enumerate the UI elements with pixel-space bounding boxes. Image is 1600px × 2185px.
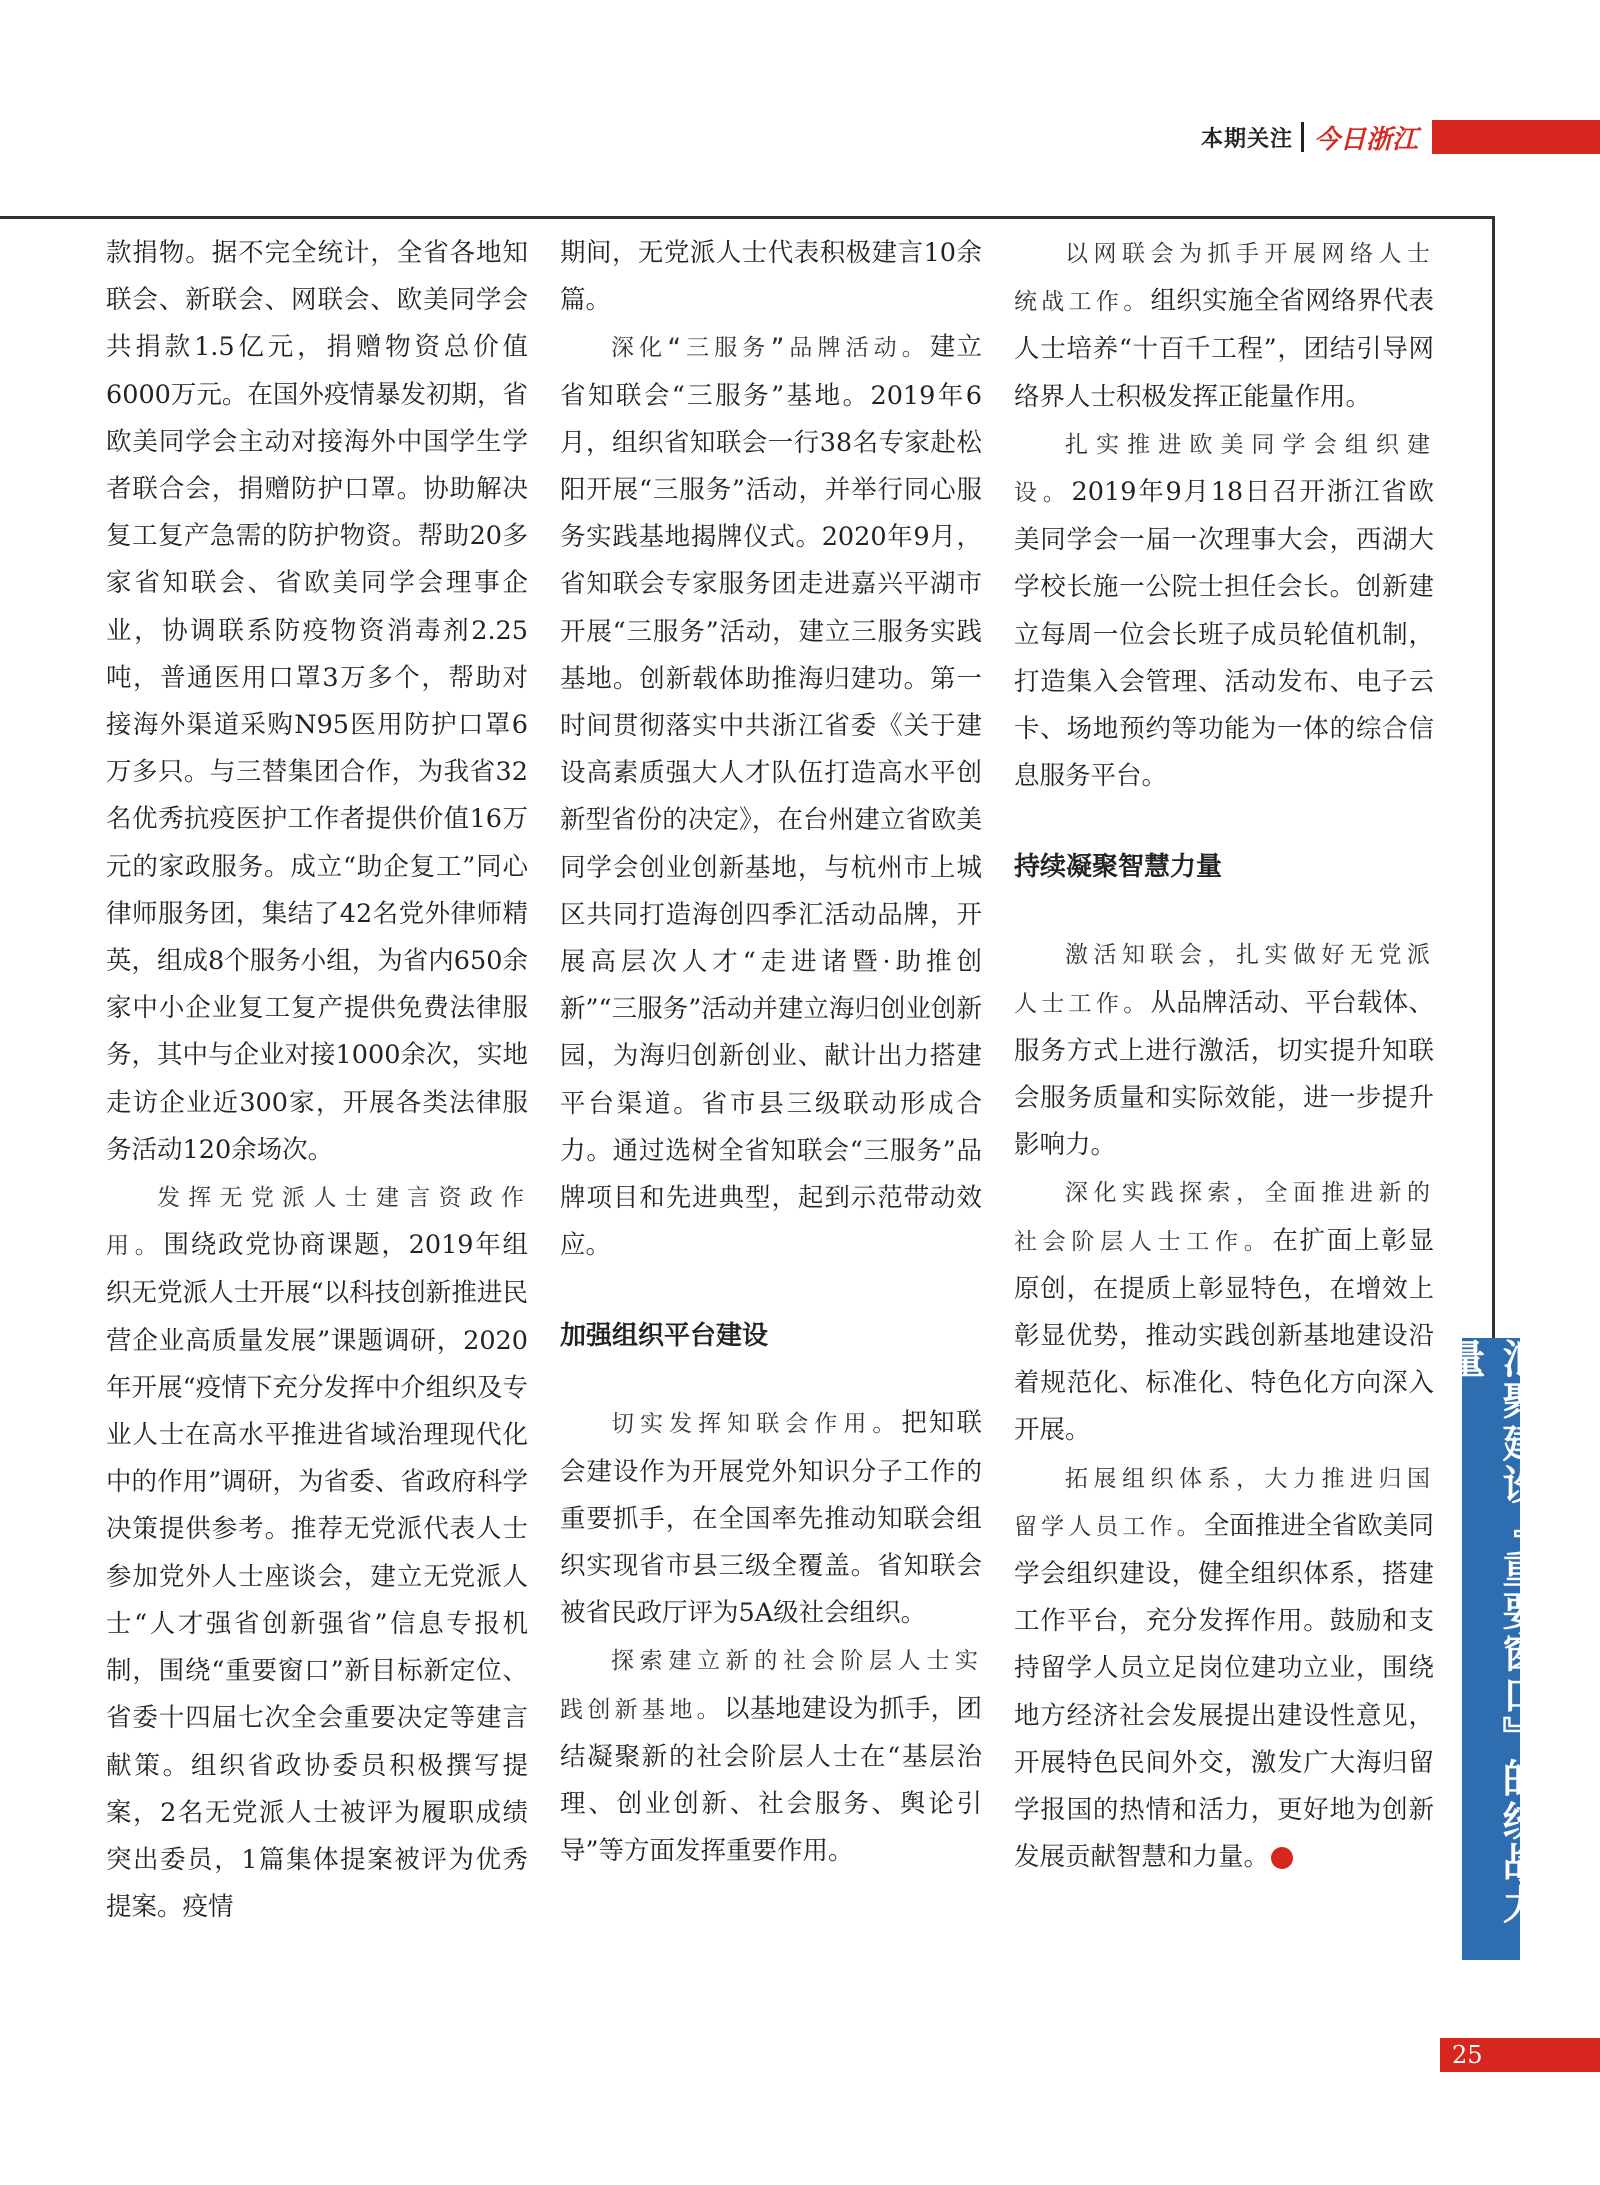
paragraph <box>106 230 528 1174</box>
paragraph-lead: 拓展组织体系，大力推进归国留学人员工作。 <box>1014 1465 1434 1540</box>
paragraph-text: 期间，无党派人士代表积极建言10余篇。 <box>560 238 982 316</box>
paragraph-text: 从品牌活动、平台载体、服务方式上进行激活，切实提升知联会服务质量和实际效能，进一步提升影响力。 <box>1014 987 1434 1161</box>
paragraph-text: 2019年9月18日召开浙江省欧美同学会一届一次理事大会，西湖大学校长施一公院士担任会长。创新建立每周一位会长班子成员轮值机制，打造集入会管理、活动发布、电子云卡、场地预约等功能为一体的综合信息服务平台。 <box>1014 477 1434 792</box>
paragraph <box>106 1174 528 1931</box>
paragraph-lead: 扎实推进欧美同学会组织建设。 <box>1014 431 1434 507</box>
section-heading: 加强组织平台建设 <box>560 1321 769 1352</box>
paragraph-lead: 以网联会为抓手开展网络人士统战工作。 <box>1014 241 1434 316</box>
paragraph-text: 全面推进全省欧美同学会组织建设，健全组织体系，搭建工作平台，充分发挥作用。鼓励和支持留学人员立足岗位建功立业，围绕地方经济社会发展提出建设性意见，开展特色民间外交，激发广大海归留学报国的热情和活力，更好地为创新发展贡献智慧和力量。 <box>1014 1510 1434 1873</box>
paragraph-text: 在扩面上彰显原创，在提质上彰显特色，在增效上彰显优势，推动实践创新基地建设沿着规范化、标准化、特色化方向深入开展。 <box>1014 1225 1434 1446</box>
paragraph <box>560 230 982 324</box>
paragraph-lead: 深化“三服务”品牌活动。 <box>611 335 930 362</box>
paragraph <box>1014 230 1434 421</box>
column-1 <box>106 230 528 1931</box>
magazine-logo: 今日浙江 <box>1313 124 1418 155</box>
right-rule <box>1492 216 1495 1340</box>
paragraph <box>560 324 982 1269</box>
page-number: 25 <box>1452 2041 1483 2069</box>
paragraph-lead: 切实发挥知联会作用。 <box>611 1411 902 1438</box>
section-heading: 持续凝聚智慧力量 <box>1014 852 1223 883</box>
paragraph-text: 款捐物。据不完全统计，全省各地知联会、新联会、网联会、欧美同学会共捐款1.5亿元，捐赠物资总价值6000万元。在国外疫情暴发初期，省欧美同学会主动对接海外中国学生学者联合会，捐赠防护口罩。协助解决复工复产急需的防护物资。帮助20多家省知联会、省欧美同学会理事企业，协调联系防疫物资消毒剂2.25吨，普通医用口罩3万多个，帮助对接海外渠道采购N95医用防护口罩6万多只。与三替集团合作，为我省32名优秀抗疫医护工作者提供价值16万元的家政服务。成立“助企复工”同心律师服务团，集结了42名党外律师精英，组成8个服务小组，为省内650余家中小企业复工复产提供免费法律服务，其中与企业对接1000余次，实地走访企业近300家，开展各类法律服务活动120余场次。 <box>106 238 528 1165</box>
page-header <box>1201 116 1600 158</box>
section-label: 本期关注 <box>1200 126 1293 152</box>
paragraph <box>1014 421 1434 801</box>
header-divider <box>1301 122 1304 152</box>
paragraph-text: 把知联会建设作为开展党外知识分子工作的重要抓手，在全国率先推动知联会组织实现省市县三级全覆盖。省知联会被省民政厅评为5A级社会组织。 <box>560 1408 982 1629</box>
sidebar-title: 汇聚建设『重要窗口』的统战力量 <box>1462 1338 1520 1960</box>
paragraph-lead: 激活知联会，扎实做好无党派人士工作。 <box>1014 942 1434 1017</box>
paragraph-lead: 探索建立新的社会阶层人士实践创新基地。 <box>560 1648 982 1723</box>
paragraph <box>1014 931 1434 1169</box>
paragraph-text: 组织实施全省网络界代表人士培养“十百千工程”，团结引导网络界人士积极发挥正能量作用。 <box>1014 286 1434 412</box>
paragraph-text: 围绕政党协商课题，2019年组织无党派人士开展“以科技创新推进民营企业高质量发展”课题调研，2020年开展“疫情下充分发挥中介组织及专业人士在高水平推进省域治理现代化中的作用”调研，为省委、省政府科学决策提供参考。推荐无党派代表人士参加党外人士座谈会，建立无党派人士“人才强省创新强省”信息专报机制，围绕“重要窗口”新目标新定位、省委十四届七次全会重要决定等建言献策。组织省政协委员积极撰写提案，2名无党派人士被评为履职成绩突出委员，1篇集体提案被评为优秀提案。疫情 <box>106 1230 528 1923</box>
paragraph <box>1014 1455 1434 1882</box>
header-red-bar <box>1432 120 1600 154</box>
paragraph-text: 以基地建设为抓手，团结凝聚新的社会阶层人士在“基层治理、创业创新、社会服务、舆论引导”等方面发挥重要作用。 <box>560 1693 982 1867</box>
paragraph-lead: 深化实践探索，全面推进新的社会阶层人士工作。 <box>1014 1180 1434 1255</box>
paragraph <box>560 1637 982 1875</box>
paragraph <box>560 1400 982 1637</box>
column-3 <box>1014 230 1434 1882</box>
column-2 <box>560 230 982 1876</box>
end-mark-icon <box>1271 1847 1293 1869</box>
top-rule <box>0 216 1495 219</box>
paragraph <box>1014 1169 1434 1454</box>
paragraph-lead: 发挥无党派人士建言资政作用。 <box>106 1185 528 1260</box>
paragraph-text: 建立省知联会“三服务”基地。2019年6月，组织省知联会一行38名专家赴松阳开展“三服务”活动，并举行同心服务实践基地揭牌仪式。2020年9月，省知联会专家服务团走进嘉兴平湖市开展“三服务”活动，建立三服务实践基地。创新载体助推海归建功。第一时间贯彻落实中共浙江省委《关于建设高素质强大人才队伍打造高水平创新型省份的决定》，在台州建立省欧美同学会创业创新基地，与杭州市上城区共同打造海创四季汇活动品牌，开展高层次人才“走进诸暨·助推创新”“三服务”活动并建立海归创业创新园，为海归创新创业、献计出力搭建平台渠道。省市县三级联动形成合力。通过选树全省知联会“三服务”品牌项目和先进典型，起到示范带动效应。 <box>560 332 982 1261</box>
